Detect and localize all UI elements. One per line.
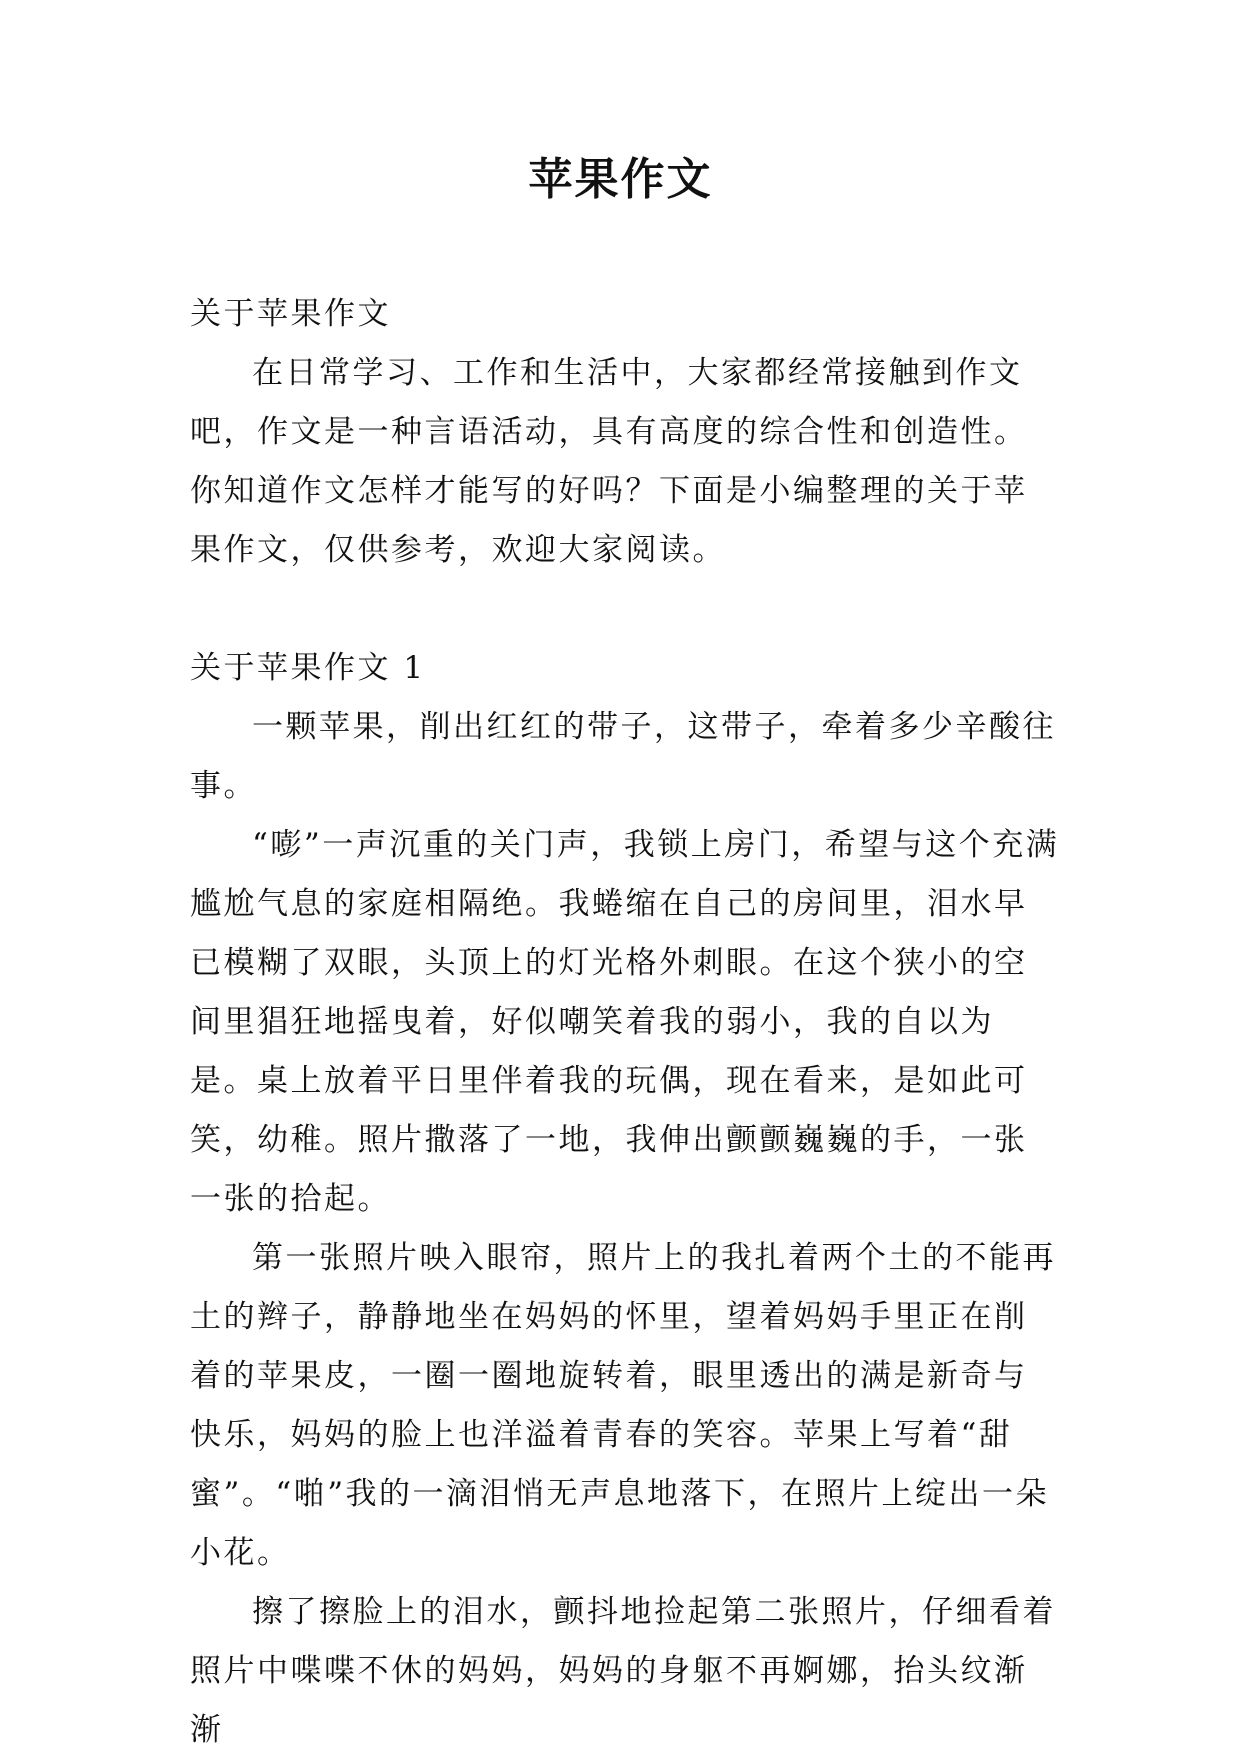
section1-paragraph: 第一张照片映入眼帘，照片上的我扎着两个土的不能再土的辫子，静静地坐在妈妈的怀里，望着妈妈手里正在削着的苹果皮，一圈一圈地旋转着，眼里透出的满是新奇与快乐，妈妈的脸上也洋溢着青春的笑容。苹果上写着“甜蜜”。“啪”我的一滴泪悄无声息地落下，在照片上绽出一朵小花。 bbox=[190, 1240, 1056, 1571]
intro-heading: 关于苹果作文 bbox=[190, 296, 391, 332]
section-spacer bbox=[190, 580, 1060, 639]
section1-paragraph: “嘭”一声沉重的关门声，我锁上房门，希望与这个充满尴尬气息的家庭相隔绝。我蜷缩在自己的房间里，泪水早已模糊了双眼，头顶上的灯光格外刺眼。在这个狭小的空间里猖狂地摇曳着，好似嘲笑着我的弱小，我的自以为是。桌上放着平日里伴着我的玩偶，现在看来，是如此可笑，幼稚。照片撒落了一地，我伸出颤颤巍巍的手，一张一张的拾起。 bbox=[190, 827, 1060, 1217]
document-body bbox=[190, 285, 1060, 1760]
section1-heading: 关于苹果作文 1 bbox=[190, 650, 426, 686]
page-title: 苹果作文 bbox=[528, 154, 713, 205]
intro-paragraph: 在日常学习、工作和生活中，大家都经常接触到作文吧，作文是一种言语活动，具有高度的综合性和创造性。你知道作文怎样才能写的好吗？下面是小编整理的关于苹果作文，仅供参考，欢迎大家阅读。 bbox=[190, 355, 1028, 568]
section1-paragraph: 擦了擦脸上的泪水，颤抖地捡起第二张照片，仔细看着照片中喋喋不休的妈妈，妈妈的身躯不再婀娜，抬头纹渐渐 bbox=[190, 1594, 1056, 1748]
section1-paragraph: 一颗苹果，削出红红的带子，这带子，牵着多少辛酸往事。 bbox=[190, 709, 1056, 804]
